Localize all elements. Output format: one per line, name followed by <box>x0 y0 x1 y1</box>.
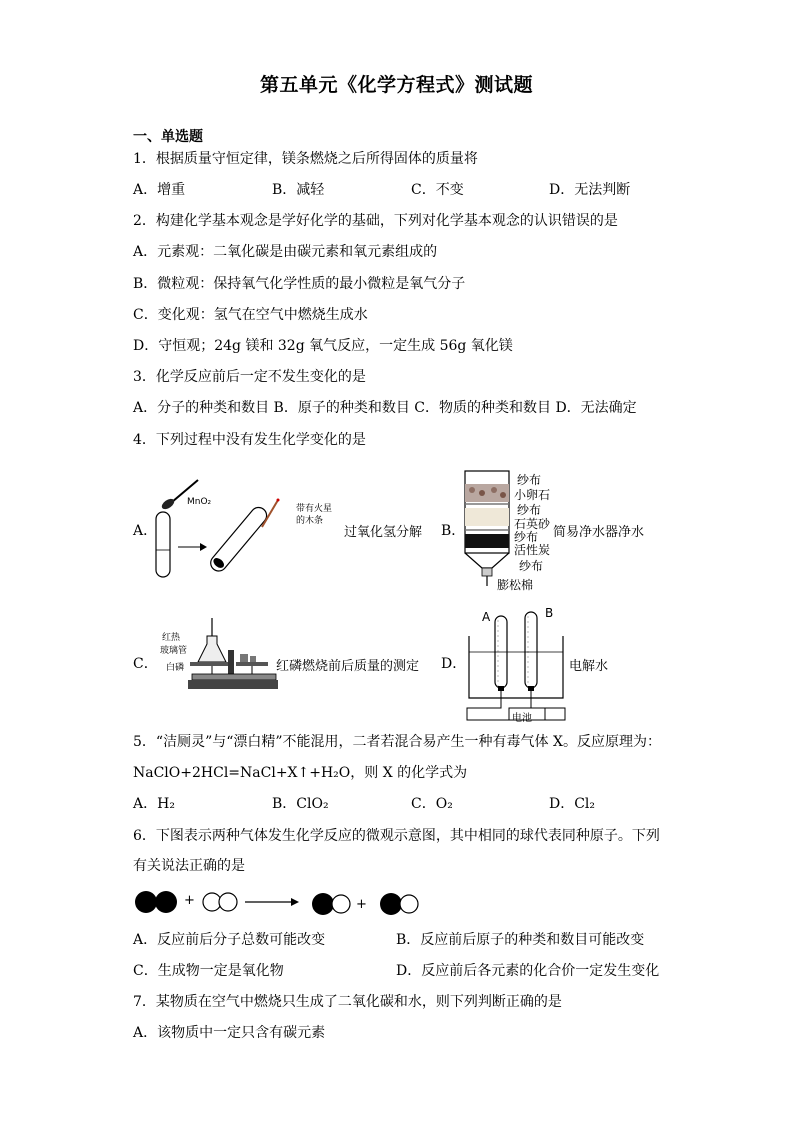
electrolysis-tube-a-label: A <box>482 610 491 624</box>
mno2-label: MnO₂ <box>187 497 212 507</box>
q4-option-c-caption: 红磷燃烧前后质量的测定 <box>276 659 420 674</box>
q7-option-a[interactable]: A．该物质中一定只含有碳元素 <box>133 1025 326 1041</box>
q4-option-b-caption: 简易净水器净水 <box>553 525 645 540</box>
q2-option-b[interactable]: B．微粒观：保持氧气化学性质的最小微粒是氧气分子 <box>133 276 466 292</box>
q5-option-b[interactable]: B．ClO₂ <box>272 796 329 812</box>
q1-option-d[interactable]: D．无法判断 <box>549 182 631 198</box>
q2-option-d[interactable]: D．守恒观；24g 镁和 32g 氧气反应，一定生成 56g 氧化镁 <box>133 338 513 354</box>
electrolysis-tube-b-label: B <box>545 606 554 620</box>
balance-label-glass-tube: 玻璃管 <box>160 646 188 656</box>
question-7-stem: 7．某物质在空气中燃烧只生成了二氧化碳和水，则下列判断正确的是 <box>133 994 562 1010</box>
purifier-layer-8: 膨松棉 <box>497 578 534 592</box>
q5-option-a[interactable]: A．H₂ <box>133 796 175 812</box>
question-6-stem-1: 6．下图表示两种气体发生化学反应的微观示意图，其中相同的球代表同种原子。下列 <box>133 828 660 844</box>
q1-option-b[interactable]: B．减轻 <box>272 182 325 198</box>
question-5-stem: 5．“洁厕灵”与“漂白精”不能混用，二者若混合易产生一种有毒气体 X。反应原理为： <box>133 734 661 750</box>
balance-label-white-phosphorus: 白磷 <box>166 663 185 673</box>
splint-label-1: 带有火星 <box>296 504 333 514</box>
q4-option-b-letter[interactable]: B． <box>441 523 466 539</box>
q6-option-d[interactable]: D．反应前后各元素的化合价一定发生变化 <box>396 963 660 979</box>
question-2-stem: 2．构建化学基本观念是学好化学的基础，下列对化学基本观念的认识错误的是 <box>133 213 618 229</box>
q2-option-a[interactable]: A．元素观：二氧化碳是由碳元素和氧元素组成的 <box>133 244 438 260</box>
balance-label-red-hot: 红热 <box>162 633 181 643</box>
question-4-stem: 4．下列过程中没有发生化学变化的是 <box>133 432 366 448</box>
q4-option-d-caption: 电解水 <box>569 659 609 674</box>
q4-option-a-letter[interactable]: A． <box>133 523 158 539</box>
page-title: 第五单元《化学方程式》测试题 <box>259 74 533 96</box>
q4-option-a-caption: 过氧化氢分解 <box>344 525 423 540</box>
peroxide-decomposition-figure <box>150 470 340 585</box>
purifier-layer-2: 小卵石 <box>514 488 551 502</box>
purifier-layer-5: 纱布 <box>514 530 539 544</box>
reaction-plus-1: + <box>184 893 195 908</box>
q4-option-c-letter[interactable]: C． <box>133 656 158 672</box>
water-purifier-figure <box>462 470 517 588</box>
q1-option-c[interactable]: C．不变 <box>411 182 464 198</box>
purifier-layer-3: 纱布 <box>517 503 542 517</box>
reaction-plus-2: + <box>356 897 367 912</box>
section-heading: 一、单选题 <box>133 129 203 145</box>
q6-option-a[interactable]: A．反应前后分子总数可能改变 <box>133 932 326 948</box>
q5-option-d[interactable]: D．Cl₂ <box>549 796 596 812</box>
question-6-stem-2: 有关说法正确的是 <box>133 858 245 874</box>
q6-option-c[interactable]: C．生成物一定是氧化物 <box>133 963 284 979</box>
purifier-layer-6: 活性炭 <box>514 543 551 557</box>
q3-options[interactable]: A．分子的种类和数目 B．原子的种类和数目 C．物质的种类和数目 D．无法确定 <box>133 400 637 416</box>
electrolysis-figure <box>465 608 567 720</box>
splint-label-2: 的木条 <box>296 516 324 526</box>
question-5-equation: NaClO+2HCl=NaCl+X↑+H₂O，则 X 的化学式为 <box>133 765 468 781</box>
q5-option-c[interactable]: C．O₂ <box>411 796 453 812</box>
balance-figure <box>188 618 278 693</box>
purifier-layer-7: 纱布 <box>519 559 544 573</box>
purifier-layer-4: 石英砂 <box>514 517 551 531</box>
question-3-stem: 3．化学反应前后一定不发生变化的是 <box>133 369 366 385</box>
question-1-stem: 1．根据质量守恒定律，镁条燃烧之后所得固体的质量将 <box>133 151 478 167</box>
purifier-layer-1: 纱布 <box>517 473 542 487</box>
q4-option-d-letter[interactable]: D． <box>441 656 467 672</box>
q1-option-a[interactable]: A．增重 <box>133 182 186 198</box>
battery-label: 电池 <box>512 713 532 724</box>
q2-option-c[interactable]: C．变化观：氢气在空气中燃烧生成水 <box>133 307 368 323</box>
q6-option-b[interactable]: B．反应前后原子的种类和数目可能改变 <box>396 932 645 948</box>
molecule-reaction-diagram <box>133 888 423 920</box>
